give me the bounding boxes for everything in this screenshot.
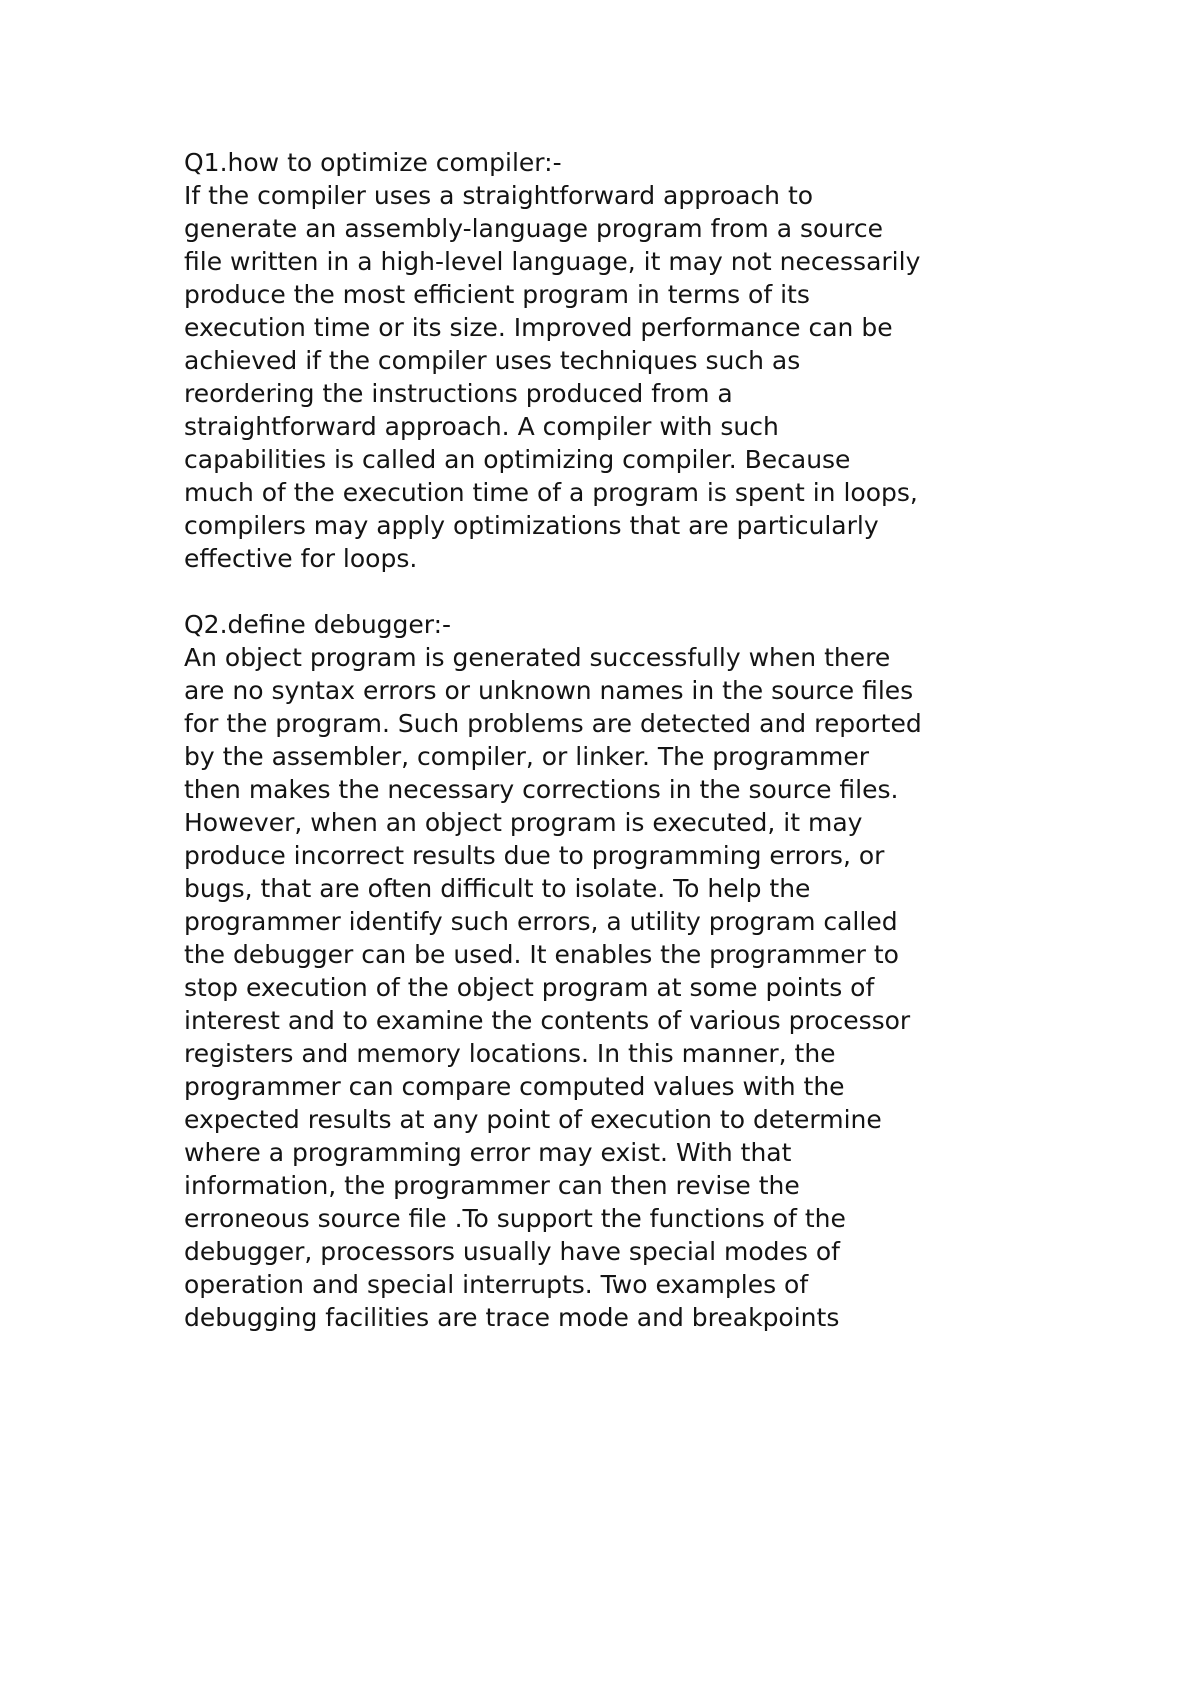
paragraph-line: stop execution of the object program at some points of	[184, 973, 875, 1002]
document-body	[184, 146, 1084, 1334]
paragraph-line: effective for loops.	[184, 544, 418, 573]
paragraph-line: by the assembler, compiler, or linker. The programmer	[184, 742, 870, 771]
paragraph-line: produce incorrect results due to programming errors, or	[184, 841, 885, 870]
paragraph-line: information, the programmer can then revise the	[184, 1171, 800, 1200]
paragraph-line: the debugger can be used. It enables the programmer to	[184, 940, 899, 969]
paragraph-line: erroneous source file .To support the functions of the	[184, 1204, 846, 1233]
paragraph-line: However, when an object program is executed, it may	[184, 808, 863, 837]
paragraph-line: produce the most efficient program in terms of its	[184, 280, 810, 309]
paragraph-line: reordering the instructions produced from a	[184, 379, 733, 408]
paragraph-line: expected results at any point of execution to determine	[184, 1105, 882, 1134]
paragraph-line: achieved if the compiler uses techniques such as	[184, 346, 801, 375]
paragraph-line: straightforward approach. A compiler with such	[184, 412, 779, 441]
paragraph-line: capabilities is called an optimizing compiler. Because	[184, 445, 851, 474]
paragraph-line: execution time or its size. Improved performance can be	[184, 313, 893, 342]
section-q1	[184, 146, 1084, 575]
paragraph-line: then makes the necessary corrections in the source files.	[184, 775, 899, 804]
paragraph-line: for the program. Such problems are detected and reported	[184, 709, 922, 738]
paragraph-line: interest and to examine the contents of various processor	[184, 1006, 911, 1035]
paragraph-line: compilers may apply optimizations that are particularly	[184, 511, 879, 540]
paragraph-line: generate an assembly-language program from a source	[184, 214, 884, 243]
paragraph-line: much of the execution time of a program is spent in loops,	[184, 478, 918, 507]
question-heading: Q1.how to optimize compiler:-	[184, 148, 562, 177]
paragraph-line: operation and special interrupts. Two examples of	[184, 1270, 809, 1299]
question-heading: Q2.define debugger:-	[184, 610, 452, 639]
paragraph-line: registers and memory locations. In this manner, the	[184, 1039, 836, 1068]
paragraph-line: debugging facilities are trace mode and breakpoints	[184, 1303, 840, 1332]
paragraph-line: If the compiler uses a straightforward approach to	[184, 181, 814, 210]
paragraph-line: programmer identify such errors, a utility program called	[184, 907, 898, 936]
paragraph-line: bugs, that are often difficult to isolate. To help the	[184, 874, 811, 903]
paragraph-line: are no syntax errors or unknown names in the source files	[184, 676, 914, 705]
section-q2	[184, 608, 1084, 1334]
paragraph-line: programmer can compare computed values with the	[184, 1072, 845, 1101]
paragraph-line: An object program is generated successfully when there	[184, 643, 891, 672]
paragraph-line: debugger, processors usually have special modes of	[184, 1237, 840, 1266]
paragraph-line: file written in a high-level language, it may not necessarily	[184, 247, 921, 276]
paragraph-line: where a programming error may exist. With that	[184, 1138, 792, 1167]
